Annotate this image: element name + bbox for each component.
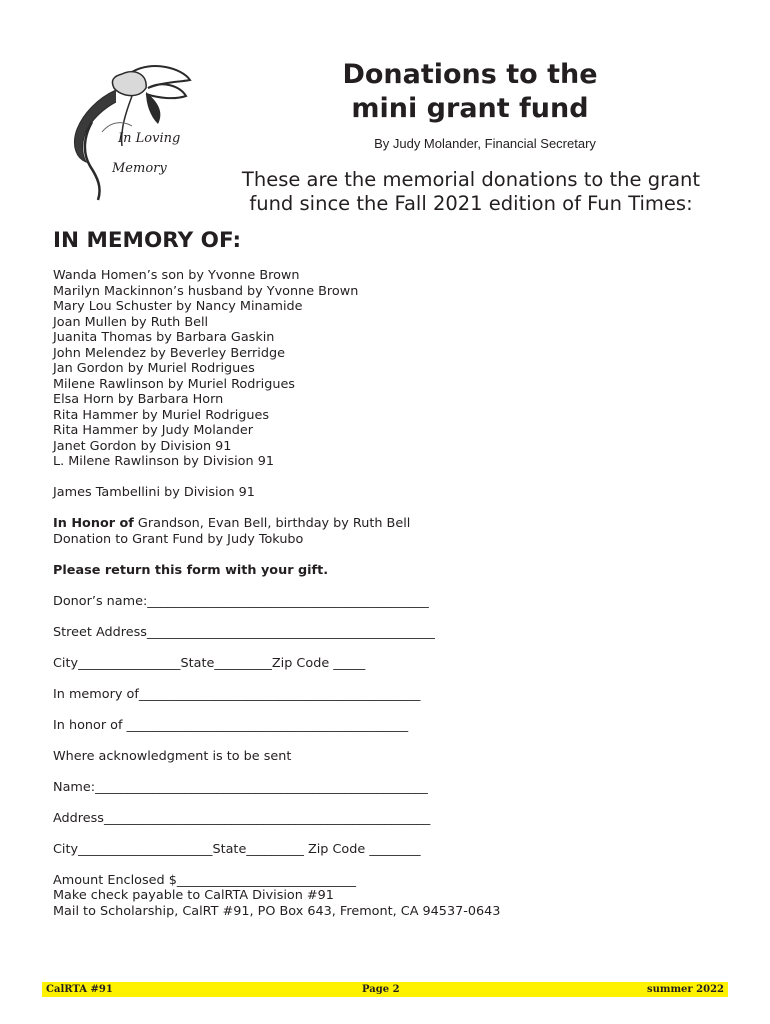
mail-to-note: Mail to Scholarship, CalRT #91, PO Box 643, Fremont, CA 94537-0643 xyxy=(53,903,501,919)
footer-left: CalRTA #91 xyxy=(46,984,113,995)
memorial-list xyxy=(53,268,733,470)
list-item: John Melendez by Beverley Berridge xyxy=(53,345,285,361)
list-item: Jan Gordon by Muriel Rodrigues xyxy=(53,361,255,376)
footer-right: summer 2022 xyxy=(646,984,724,995)
honor-text: Grandson, Evan Bell, birthday by Ruth Bell xyxy=(133,516,411,531)
ack-city-state-zip-field[interactable]: City_____________________State_________ Zip Code ________ xyxy=(53,841,421,857)
in-memory-heading: IN MEMORY OF: xyxy=(53,228,242,253)
street-address-field[interactable]: Street Address_____________________________________________ xyxy=(53,624,435,640)
payable-note: Make check payable to CalRTA Division #91 xyxy=(53,888,334,903)
list-item: Wanda Homen’s son by Yvonne Brown xyxy=(53,268,300,283)
byline: By Judy Molander, Financial Secretary xyxy=(374,136,596,151)
list-item: Joan Mullen by Ruth Bell xyxy=(53,314,209,330)
form-instruction: Please return this form with your gift. xyxy=(53,562,329,578)
list-item: Mary Lou Schuster by Nancy Minamide xyxy=(53,299,303,314)
list-item: Janet Gordon by Division 91 xyxy=(53,438,232,454)
list-item: Elsa Horn by Barbara Horn xyxy=(53,392,224,407)
list-item: Marilyn Mackinnon’s husband by Yvonne Brown xyxy=(53,283,359,299)
list-item-extra: James Tambellini by Division 91 xyxy=(53,485,255,500)
list-item: Juanita Thomas by Barbara Gaskin xyxy=(53,330,275,345)
logo-text-line2: Memory xyxy=(112,161,167,176)
title-line-2: mini grant fund xyxy=(351,93,589,124)
page-title xyxy=(330,58,610,126)
list-item: L. Milene Rawlinson by Division 91 xyxy=(53,454,274,469)
page-footer xyxy=(42,982,728,997)
donation-line: Donation to Grant Fund by Judy Tokubo xyxy=(53,531,304,547)
list-item: Rita Hammer by Muriel Rodrigues xyxy=(53,407,270,423)
title-line-1: Donations to the xyxy=(342,59,598,90)
acknowledgment-label: Where acknowledgment is to be sent xyxy=(53,748,292,764)
donor-name-field[interactable]: Donor’s name:____________________________________________ xyxy=(53,593,429,609)
footer-page-number: Page 2 xyxy=(362,984,400,995)
in-honor-of-field[interactable]: In honor of ____________________________________________ xyxy=(53,717,409,733)
donations-body xyxy=(53,268,733,919)
subtitle-line-2: fund since the Fall 2021 edition of Fun Times: xyxy=(249,192,693,215)
list-item: Milene Rawlinson by Muriel Rodrigues xyxy=(53,376,295,392)
city-state-zip-field[interactable]: City________________State_________Zip Code _____ xyxy=(53,655,366,671)
amount-enclosed-field[interactable]: Amount Enclosed $____________________________ xyxy=(53,872,357,888)
in-loving-memory-logo xyxy=(62,62,212,212)
in-memory-of-field[interactable]: In memory of____________________________________________ xyxy=(53,686,421,702)
logo-text-line1: In Loving xyxy=(118,131,181,146)
in-loving-memory-ribbon-icon xyxy=(62,62,212,212)
ack-name-field[interactable]: Name:____________________________________________________ xyxy=(53,779,428,795)
ack-address-field[interactable]: Address___________________________________________________ xyxy=(53,810,431,826)
honor-label: In Honor of xyxy=(53,516,134,531)
subtitle xyxy=(236,168,706,216)
honor-line xyxy=(53,516,733,532)
list-item: Rita Hammer by Judy Molander xyxy=(53,423,254,438)
subtitle-line-1: These are the memorial donations to the grant xyxy=(241,168,701,191)
